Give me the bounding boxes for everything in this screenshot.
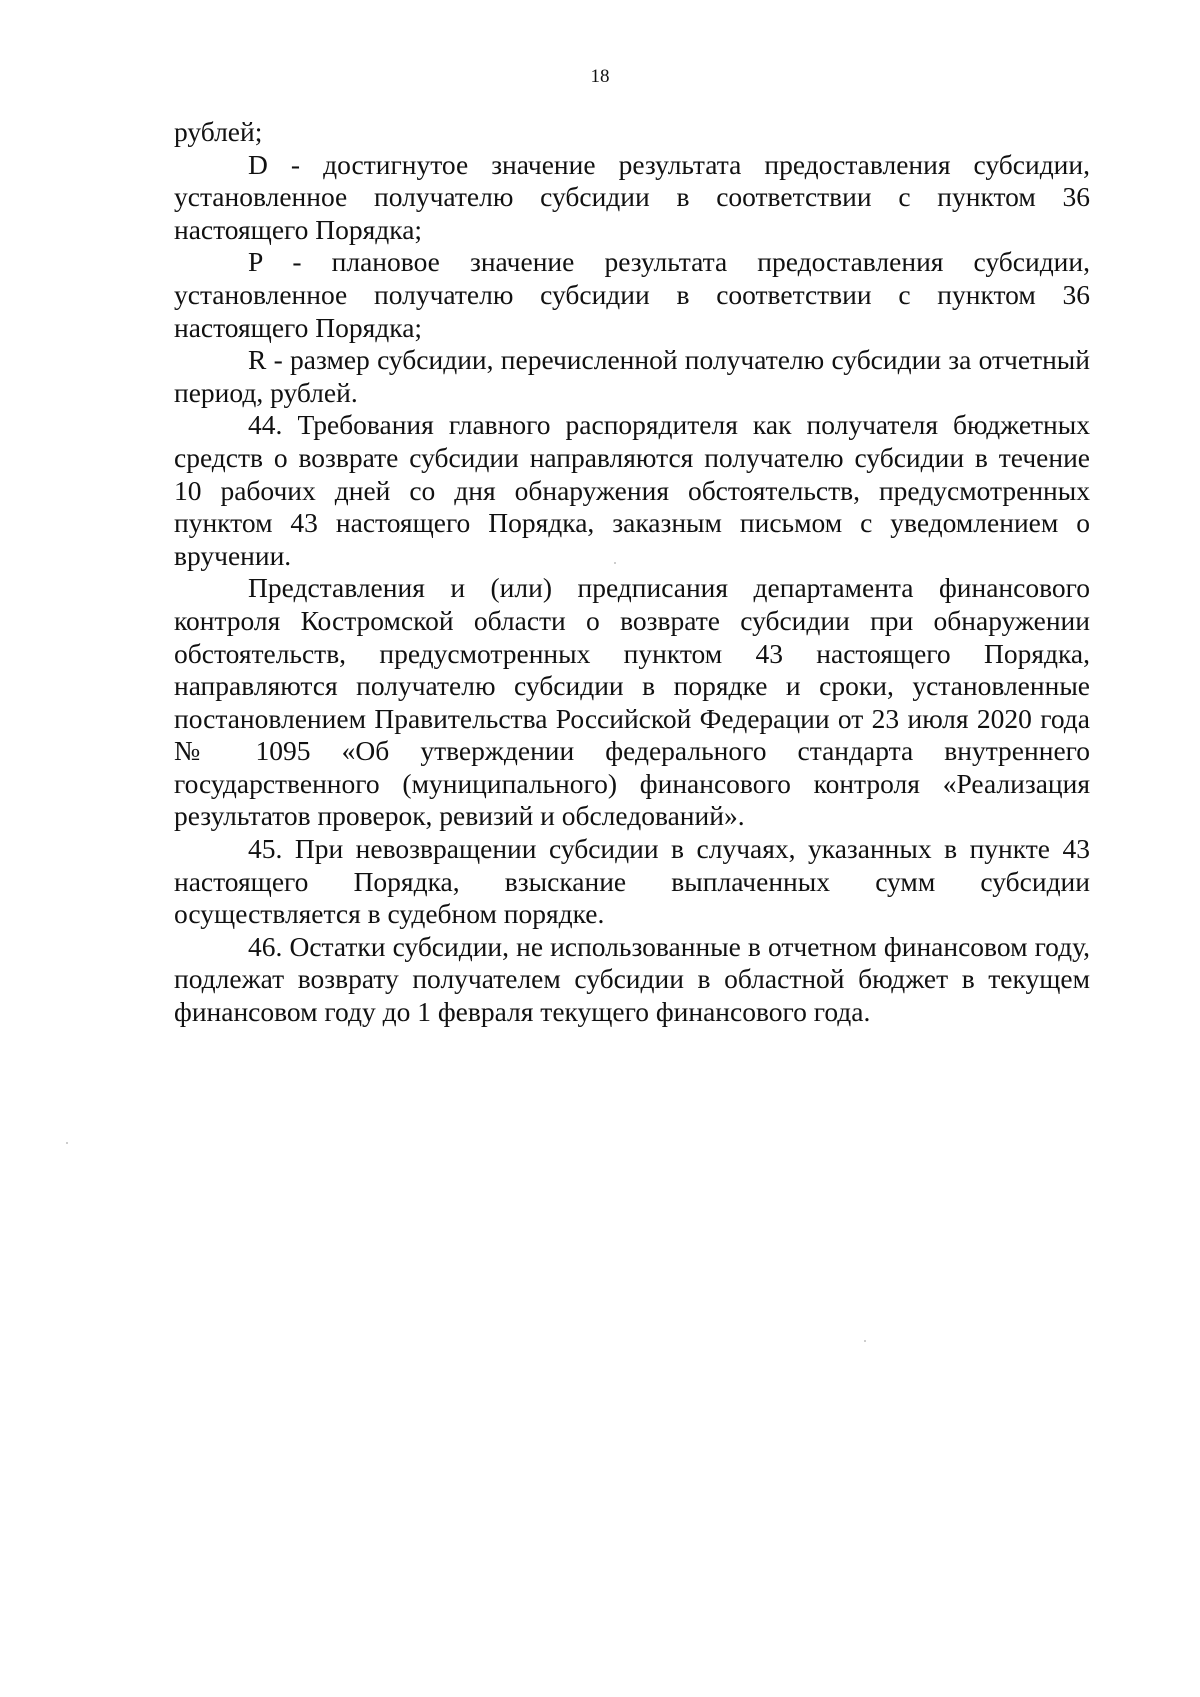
paragraph-clause-44: 44. Требования главного распорядителя как получателя бюджетных средств о возврате субсидии направляются получателю субсидии в течение 10 рабочих дней со дня обнаружения обстоятельств, предусмотренных пунктом 43 настоящего Порядка, заказным письмом с уведомлением о вручении. xyxy=(174,409,1090,571)
paragraph-rubles: рублей; xyxy=(174,116,263,147)
document-body xyxy=(174,116,1090,1029)
page-number: 18 xyxy=(590,66,610,87)
scan-speck xyxy=(66,1142,68,1144)
paragraph-definition-p: P - плановое значение результата предоставления субсидии, установленное получателю субсидии в соответствии с пунктом 36 настоящего Порядка; xyxy=(174,246,1090,343)
paragraph-definition-r: R - размер субсидии, перечисленной получателю субсидии за отчетный период, рублей. xyxy=(174,344,1090,408)
paragraph-definition-d: D - достигнутое значение результата предоставления субсидии, установленное получателю субсидии в соответствии с пунктом 36 настоящего Порядка; xyxy=(174,148,1090,245)
paragraph-clause-45: 45. При невозвращении субсидии в случаях, указанных в пункте 43 настоящего Порядка, взыскание выплаченных сумм субсидии осуществляется в судебном порядке. xyxy=(174,833,1090,930)
paragraph-clause-46: 46. Остатки субсидии, не использованные в отчетном финансовом году, подлежат возврату получателем субсидии в областной бюджет в текущем финансовом году до 1 февраля текущего финансового года. xyxy=(174,930,1090,1028)
scan-speck xyxy=(614,562,616,564)
paragraph-financial-control: Представления и (или) предписания департамента финансового контроля Костромской области о возврате субсидии при обнаружении обстоятельств, предусмотренных пунктом 43 настоящего Порядка, направляются получателю субсидии в порядке и сроки, установленные постановлением Правительства Российской Федерации от 23 июля 2020 года № 1095 «Об утверждении федерального стандарта внутреннего государственного (муниципального) финансового контроля «Реализация результатов проверок, ревизий и обследований». xyxy=(174,572,1090,832)
scan-speck xyxy=(864,1340,866,1342)
